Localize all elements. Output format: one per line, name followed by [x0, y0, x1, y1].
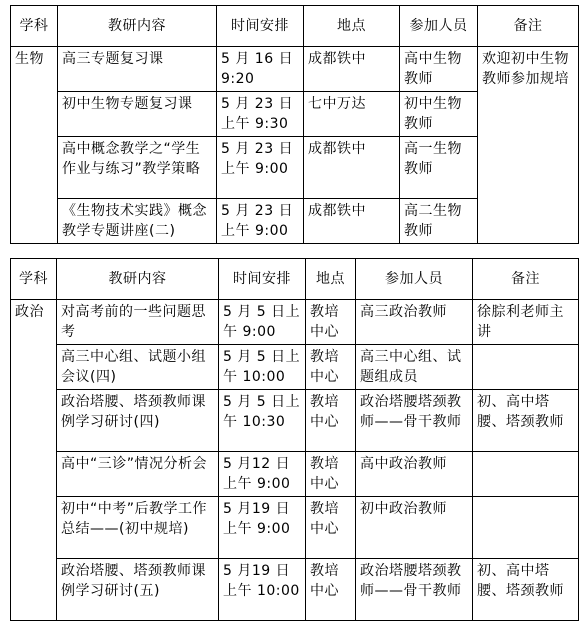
header-place: 地点 [306, 259, 356, 300]
people-cell: 初中生物教师 [400, 92, 478, 137]
content-cell: 初中生物专题复习课 [58, 92, 217, 137]
header-subject: 学科 [11, 259, 57, 300]
people-cell: 政治塔腰塔颈教师——骨干教师 [356, 390, 473, 452]
subject-cell: 生物 [11, 47, 58, 244]
header-time: 时间安排 [219, 259, 306, 300]
content-cell: 高三专题复习课 [58, 47, 217, 92]
header-content: 教研内容 [57, 259, 219, 300]
content-cell: 高三中心组、试题小组会议(四) [57, 345, 219, 390]
subject-cell: 政治 [11, 300, 57, 621]
people-cell: 高三政治教师 [356, 300, 473, 345]
place-cell: 教培中心 [306, 345, 356, 390]
header-place: 地点 [304, 6, 400, 47]
note-cell: 初、高中塔腰、塔颈教师 [473, 390, 579, 452]
header-time: 时间安排 [217, 6, 304, 47]
time-cell: 5 月19 日上午 9:00 [219, 497, 306, 559]
content-cell: 政治塔腰、塔颈教师课例学习研讨(四) [57, 390, 219, 452]
note-cell [473, 497, 579, 559]
table-row [11, 300, 579, 345]
people-cell: 高三中心组、试题组成员 [356, 345, 473, 390]
people-cell: 初中政治教师 [356, 497, 473, 559]
people-cell: 政治塔腰塔颈教师——骨干教师 [356, 559, 473, 621]
time-cell: 5 月 5 日上午 10:00 [219, 345, 306, 390]
place-cell: 七中万达 [304, 92, 400, 137]
place-cell: 教培中心 [306, 300, 356, 345]
place-cell: 教培中心 [306, 559, 356, 621]
place-cell: 成都铁中 [304, 137, 400, 199]
content-cell: 高中“三诊”情况分析会 [57, 452, 219, 497]
header-people: 参加人员 [356, 259, 473, 300]
header-note: 备注 [478, 6, 579, 47]
note-cell: 徐腙利老师主讲 [473, 300, 579, 345]
biology-schedule-table [10, 5, 579, 244]
time-cell: 5 月 5 日上午 9:00 [219, 300, 306, 345]
place-cell: 教培中心 [306, 390, 356, 452]
place-cell: 教培中心 [306, 452, 356, 497]
header-people: 参加人员 [400, 6, 478, 47]
people-cell: 高中政治教师 [356, 452, 473, 497]
place-cell: 成都铁中 [304, 199, 400, 244]
people-cell: 高中生物教师 [400, 47, 478, 92]
time-cell: 5 月 23 日 上午 9:30 [217, 92, 304, 137]
table-row [11, 559, 579, 621]
content-cell: 政治塔腰、塔颈教师课例学习研讨(五) [57, 559, 219, 621]
time-cell: 5 月 23 日 上午 9:00 [217, 199, 304, 244]
place-cell: 教培中心 [306, 497, 356, 559]
content-cell: 对高考前的一些问题思考 [57, 300, 219, 345]
politics-schedule-table [10, 258, 579, 621]
table-row [11, 390, 579, 452]
header-note: 备注 [473, 259, 579, 300]
note-cell [473, 452, 579, 497]
people-cell: 高二生物教师 [400, 199, 478, 244]
table-header-row [11, 259, 579, 300]
people-cell: 高一生物教师 [400, 137, 478, 199]
content-cell: 初中“中考”后教学工作总结——(初中规培) [57, 497, 219, 559]
table-row [11, 345, 579, 390]
note-cell: 初、高中塔腰、塔颈教师 [473, 559, 579, 621]
place-cell: 成都铁中 [304, 47, 400, 92]
content-cell: 《生物技术实践》概念教学专题讲座(二) [58, 199, 217, 244]
table-row [11, 47, 579, 92]
table-header-row [11, 6, 579, 47]
content-cell: 高中概念教学之“学生作业与练习”教学策略 [58, 137, 217, 199]
header-subject: 学科 [11, 6, 58, 47]
table-row [11, 497, 579, 559]
table-row [11, 452, 579, 497]
note-cell: 欢迎初中生物教师参加规培 [478, 47, 579, 244]
header-content: 教研内容 [58, 6, 217, 47]
time-cell: 5 月 5 日上午 10:30 [219, 390, 306, 452]
time-cell: 5 月 23 日 上午 9:00 [217, 137, 304, 199]
time-cell: 5 月 16 日 9:20 [217, 47, 304, 92]
time-cell: 5 月19 日上午 10:00 [219, 559, 306, 621]
note-cell [473, 345, 579, 390]
time-cell: 5 月12 日上午 9:00 [219, 452, 306, 497]
